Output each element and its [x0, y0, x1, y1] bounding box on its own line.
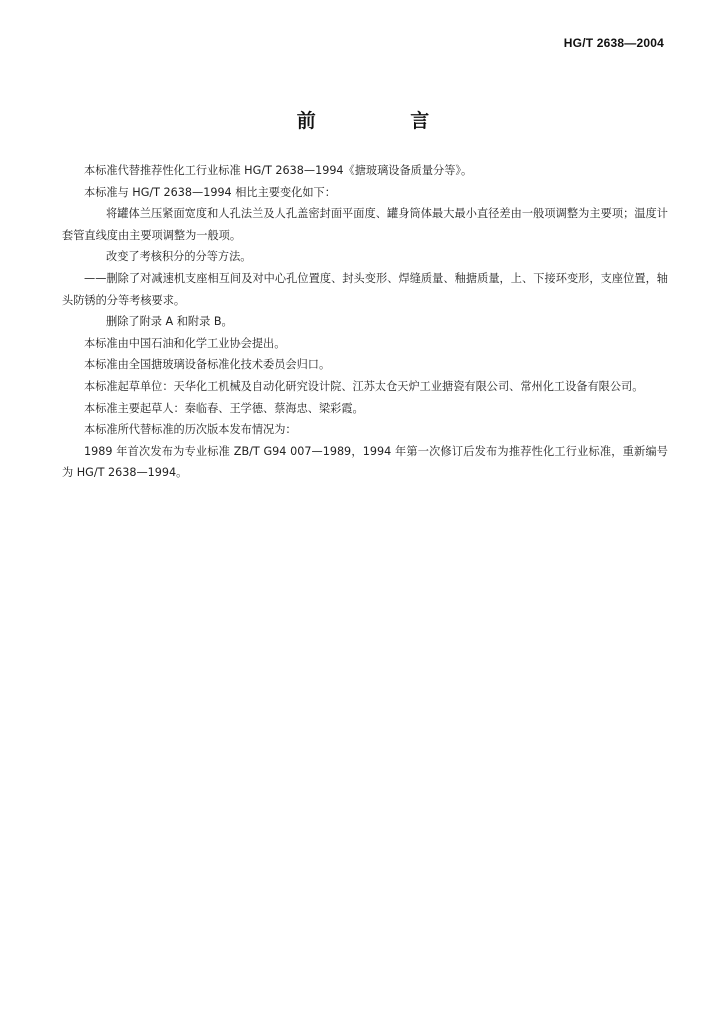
paragraph-replaces: 本标准代替推荐性化工行业标准 HG/T 2638—1994《搪玻璃设备质量分等》。 [84, 164, 473, 177]
paragraph-history: 1989 年首次发布为专业标准 ZB/T G94 007—1989，1994 年第一次修订后发布为推荐性化工行业标准，重新编号为 HG/T 2638—1994。 [62, 444, 668, 480]
paragraph-changes-intro: 本标准与 HG/T 2638—1994 相比主要变化如下： [84, 185, 336, 199]
standard-code: HG/T 2638—2004 [563, 36, 664, 50]
paragraph-drafting-units: 本标准起草单位：天华化工机械及自动化研究设计院、江苏太仓天炉工业搪瓷有限公司、常州化工设备有限公司。 [84, 379, 644, 393]
paragraph-history-intro: 本标准所代替标准的历次版本发布情况为： [84, 423, 297, 437]
paragraph-drafters: 本标准主要起草人：秦临春、王学德、蔡海忠、梁彩霞。 [84, 401, 364, 415]
paragraph-change-item: 删除了附录 A 和附录 B。 [106, 315, 233, 329]
page-title: 前 言 [296, 110, 474, 132]
foreword-body [62, 160, 668, 484]
paragraph-proposer: 本标准由中国石油和化学工业协会提出。 [84, 336, 286, 350]
paragraph-committee: 本标准由全国搪玻璃设备标准化技术委员会归口。 [84, 358, 331, 372]
paragraph-change-item: 将罐体兰压紧面宽度和人孔法兰及人孔盖密封面平面度、罐身筒体最大最小直径差由一般项调整为主要项；温度计套管直线度由主要项调整为一般项。 [62, 207, 668, 242]
paragraph-change-item: ——删除了对减速机支座相互间及对中心孔位置度、封头变形、焊缝质量、釉搪质量，上、下接环变形，支座位置，轴头防锈的分等考核要求。 [62, 271, 668, 307]
paragraph-change-item: 改变了考核积分的分等方法。 [106, 250, 252, 264]
